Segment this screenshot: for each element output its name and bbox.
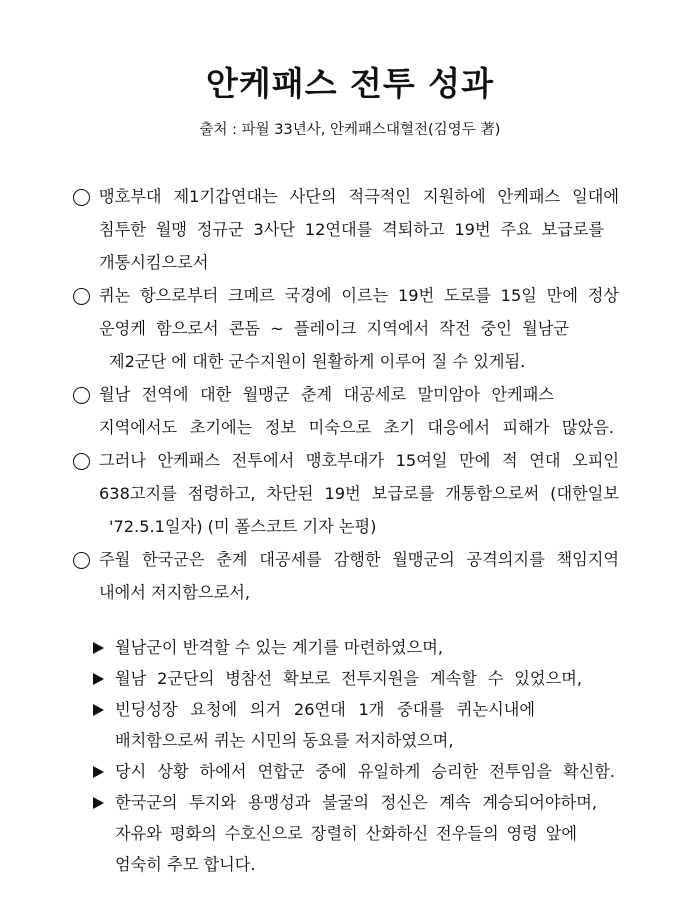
circle-item-5-line-1: 주월 한국군은 춘계 대공세를 감행한 월맹군의 공격의지를 책임지역 [99,550,619,569]
circle-item-4-line-3: '72.5.1일자) (미 폴스코트 기자 논평) [109,517,377,536]
circle-item-1-line-3: 개통시킴으로서 [99,253,209,272]
triangle-bullet-icon [93,797,104,809]
circle-bullet-icon [73,552,90,569]
circle-item-5-line-2: 내에서 저지함으로서, [99,583,251,602]
triangle-item-5-line-1: 한국군의 투지와 용맹성과 불굴의 정신은 계속 계승되어야하며, [115,793,597,812]
triangle-item-1-line-1: 월남군이 반격할 수 있는 계기를 마련하였으며, [115,638,443,657]
triangle-bullet-icon [93,642,104,654]
circle-item-1-line-2: 침투한 월맹 정규군 3사단 12연대를 격퇴하고 19번 주요 보급로를 [99,220,604,239]
triangle-bullet-icon [93,673,104,685]
circle-bullet-icon [73,453,90,470]
circle-bullet-icon [73,288,90,305]
circle-bullet-icon [73,387,90,404]
triangle-bullet-icon [93,704,104,716]
circle-item-3-line-2: 지역에서도 초기에는 정보 미숙으로 초기 대응에서 피해가 많았음. [99,418,614,437]
circle-item-4-line-2: 638고지를 점령하고, 차단된 19번 보급로를 개통함으로써 (대한일보 [99,484,619,503]
circle-item-2-line-3: 제2군단 에 대한 군수지원이 원활하게 이루어 질 수 있게됨. [109,352,526,371]
circle-item-2-line-1: 퀴논 항으로부터 크메르 국경에 이르는 19번 도로를 15일 만에 정상 [99,286,619,305]
circle-bullet-icon [73,189,90,206]
triangle-item-3-line-2: 배치함으로써 퀴논 시민의 동요를 저지하였으며, [115,731,454,750]
triangle-bullet-icon [93,766,104,778]
circle-item-2-line-2: 운영케 함으로서 콘돔 ~ 플레이크 지역에서 작전 중인 월남군 [99,319,569,338]
circle-item-1-line-1: 맹호부대 제1기갑연대는 사단의 적극적인 지원하에 안케패스 일대에 [99,187,619,206]
source-citation: 출처 : 파월 33년사, 안케패스대혈전(김영두 著) [199,122,501,138]
triangle-item-5-line-3: 엄숙히 추모 합니다. [115,855,256,874]
triangle-item-5-line-2: 자유와 평화의 수호신으로 장렬히 산화하신 전우들의 영령 앞에 [115,824,577,843]
triangle-item-4-line-1: 당시 상황 하에서 연합군 중에 유일하게 승리한 전투임을 확신함. [115,762,615,781]
page-title: 안케패스 전투 성과 [205,64,494,103]
circle-item-3-line-1: 월남 전역에 대한 월맹군 춘계 대공세로 말미암아 안케패스 [99,385,554,404]
triangle-item-3-line-1: 빈딩성장 요청에 의거 26연대 1개 중대를 퀴논시내에 [115,700,535,719]
circle-item-4-line-1: 그러나 안케패스 전투에서 맹호부대가 15여일 만에 적 연대 오피인 [99,451,619,470]
triangle-item-2-line-1: 월남 2군단의 병참선 확보로 전투지원을 계속할 수 있었으며, [115,669,582,688]
